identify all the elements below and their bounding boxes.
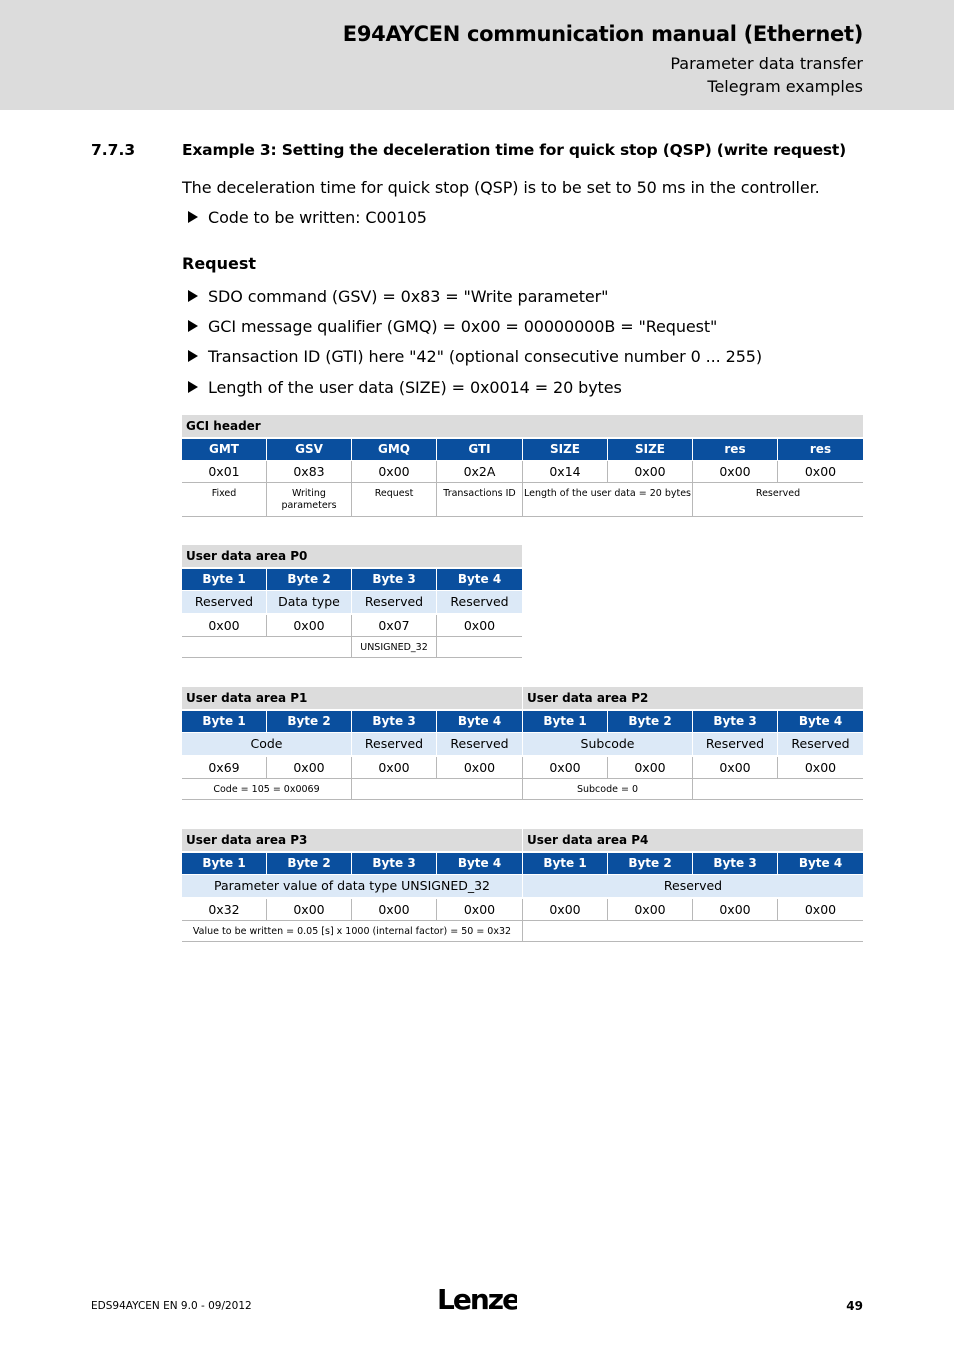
- intro-paragraph: The deceleration time for quick stop (QSP) is to be set to 50 ms in the controller.: [182, 178, 820, 197]
- table-value-cell: 0x2A: [437, 461, 522, 483]
- table-title: User data area P2: [523, 687, 863, 709]
- table-divider: [607, 899, 608, 921]
- bullet-arrow-icon: [188, 290, 198, 302]
- table-header-cell: Byte 3: [352, 569, 436, 590]
- table-value-cell: 0x00: [608, 461, 692, 483]
- table-header-cell: Byte 1: [182, 569, 266, 590]
- table-divider: [351, 757, 352, 800]
- table-header-cell: Byte 1: [523, 853, 607, 874]
- table-value-cell: 0x00: [778, 757, 863, 779]
- request-bullet: [188, 378, 622, 397]
- table-divider: [777, 899, 778, 921]
- table-label-cell: Reserved: [352, 591, 436, 613]
- table-note-cell: [182, 638, 351, 658]
- table-label-cell: Reserved: [437, 591, 522, 613]
- table-value-cell: 0x00: [267, 757, 351, 779]
- lenze-logo-icon: [437, 1283, 517, 1315]
- table-divider: [266, 757, 267, 779]
- table-value-cell: 0x00: [437, 757, 522, 779]
- table-value-cell: 0x00: [693, 757, 777, 779]
- page-number: 49: [846, 1299, 863, 1313]
- table-label-cell: Parameter value of data type UNSIGNED_32: [182, 875, 522, 897]
- table-label-cell: Reserved: [523, 875, 863, 897]
- manual-title: E94AYCEN communication manual (Ethernet): [342, 22, 863, 46]
- table-divider: [351, 899, 352, 921]
- table-header-cell: Byte 4: [437, 853, 522, 874]
- request-heading: Request: [182, 254, 257, 273]
- table-header-cell: Byte 4: [437, 569, 522, 590]
- table-header-cell: res: [778, 439, 863, 460]
- bullet-arrow-icon: [188, 381, 198, 393]
- table-divider: [436, 757, 437, 779]
- section-title: Example 3: Setting the deceleration time for quick stop (QSP) (write request): [182, 141, 847, 159]
- table-divider: [777, 757, 778, 779]
- table-divider: [266, 899, 267, 921]
- table-title: User data area P1: [182, 687, 522, 709]
- header-subtitle-section: Telegram examples: [707, 77, 863, 96]
- table-header-cell: GTI: [437, 439, 522, 460]
- footer-doc-id: EDS94AYCEN EN 9.0 - 09/2012: [91, 1300, 252, 1312]
- table-divider: [266, 461, 267, 517]
- table-header-cell: GSV: [267, 439, 351, 460]
- table-value-cell: 0x00: [352, 899, 436, 921]
- table-value-cell: 0x00: [778, 899, 863, 921]
- table-note-cell: [523, 922, 863, 942]
- table-value-cell: 0x00: [267, 615, 351, 637]
- bullet-arrow-icon: [188, 211, 198, 223]
- table-value-cell: 0x00: [352, 461, 436, 483]
- bullet-arrow-icon: [188, 350, 198, 362]
- table-label-cell: Reserved: [778, 733, 863, 755]
- table-note-cell: [437, 638, 522, 658]
- table-divider: [692, 757, 693, 800]
- table-header-cell: Byte 4: [778, 853, 863, 874]
- table-note-cell: UNSIGNED_32: [352, 638, 436, 658]
- table-note-cell: Subcode = 0: [523, 780, 692, 800]
- table-value-cell: 0x00: [693, 461, 777, 483]
- header-subtitle-chapter: Parameter data transfer: [670, 54, 863, 73]
- table-header-cell: GMQ: [352, 439, 436, 460]
- table-header-cell: Byte 1: [182, 853, 266, 874]
- table-label-cell: Subcode: [523, 733, 692, 755]
- table-divider: [692, 899, 693, 921]
- table-value-cell: 0x00: [608, 899, 692, 921]
- table-label-cell: Reserved: [182, 591, 266, 613]
- table-title: User data area P0: [182, 545, 522, 567]
- table-header-cell: SIZE: [608, 439, 692, 460]
- table-title: GCI header: [182, 415, 863, 437]
- table-label-cell: Reserved: [352, 733, 436, 755]
- table-divider: [351, 461, 352, 517]
- table-header-cell: Byte 1: [523, 711, 607, 732]
- table-divider: [266, 615, 267, 637]
- table-header-cell: Byte 2: [267, 569, 351, 590]
- table-note-cell: Transactions ID: [437, 484, 522, 517]
- table-note-cell: [693, 780, 863, 800]
- table-header-cell: Byte 3: [352, 853, 436, 874]
- table-value-cell: 0x83: [267, 461, 351, 483]
- table-note-cell: Reserved: [693, 484, 863, 517]
- table-divider: [436, 899, 437, 921]
- table-divider: [522, 899, 523, 942]
- table-value-cell: 0x69: [182, 757, 266, 779]
- table-divider: [436, 615, 437, 658]
- table-divider: [436, 461, 437, 517]
- table-note-cell: Code = 105 = 0x0069: [182, 780, 351, 800]
- table-title: User data area P4: [523, 829, 863, 851]
- table-value-cell: 0x00: [523, 899, 607, 921]
- table-value-cell: 0x14: [523, 461, 607, 483]
- table-value-cell: 0x01: [182, 461, 266, 483]
- table-divider: [607, 757, 608, 779]
- table-note-cell: Writing parameters: [267, 484, 351, 517]
- table-label-cell: Code: [182, 733, 351, 755]
- table-note-cell: Length of the user data = 20 bytes: [523, 484, 692, 517]
- table-value-cell: 0x00: [437, 615, 522, 637]
- code-bullet-text: Code to be written: C00105: [208, 208, 427, 227]
- table-divider: [351, 615, 352, 658]
- table-value-cell: 0x00: [352, 757, 436, 779]
- page-header: [0, 0, 954, 110]
- lenze-logo-text: Lenze: [437, 1283, 517, 1315]
- table-note-cell: Value to be written = 0.05 [s] x 1000 (internal factor) = 50 = 0x32: [182, 922, 522, 942]
- table-value-cell: 0x00: [693, 899, 777, 921]
- code-bullet: [188, 208, 427, 227]
- table-value-cell: 0x32: [182, 899, 266, 921]
- table-header-cell: Byte 2: [267, 853, 351, 874]
- table-value-cell: 0x00: [523, 757, 607, 779]
- request-bullet-text: Length of the user data (SIZE) = 0x0014 = 20 bytes: [208, 378, 622, 397]
- request-bullet: [188, 317, 717, 336]
- bullet-arrow-icon: [188, 320, 198, 332]
- table-value-cell: 0x00: [182, 615, 266, 637]
- table-header-cell: Byte 1: [182, 711, 266, 732]
- table-value-cell: 0x00: [778, 461, 863, 483]
- request-bullet-text: SDO command (GSV) = 0x83 = "Write parameter": [208, 287, 609, 306]
- request-bullet-text: GCI message qualifier (GMQ) = 0x00 = 00000000B = "Request": [208, 317, 718, 336]
- table-value-cell: 0x07: [352, 615, 436, 637]
- table-header-cell: Byte 3: [693, 853, 777, 874]
- table-header-cell: Byte 2: [267, 711, 351, 732]
- table-value-cell: 0x00: [608, 757, 692, 779]
- table-header-cell: Byte 2: [608, 711, 692, 732]
- table-note-cell: [352, 780, 522, 800]
- table-label-cell: Reserved: [693, 733, 777, 755]
- table-header-cell: Byte 3: [352, 711, 436, 732]
- request-bullet: [188, 347, 762, 366]
- table-note-cell: Fixed: [182, 484, 266, 517]
- table-divider: [607, 461, 608, 483]
- table-value-cell: 0x00: [267, 899, 351, 921]
- table-divider: [692, 461, 693, 517]
- table-note-cell: Request: [352, 484, 436, 517]
- table-header-cell: Byte 3: [693, 711, 777, 732]
- table-value-cell: 0x00: [437, 899, 522, 921]
- request-bullet-text: Transaction ID (GTI) here "42" (optional consecutive number 0 ... 255): [208, 347, 762, 366]
- table-divider: [777, 461, 778, 483]
- request-bullet: [188, 287, 608, 306]
- table-header-cell: Byte 2: [608, 853, 692, 874]
- table-divider: [522, 461, 523, 517]
- table-header-cell: GMT: [182, 439, 266, 460]
- table-header-cell: res: [693, 439, 777, 460]
- table-label-cell: Reserved: [437, 733, 522, 755]
- table-header-cell: Byte 4: [778, 711, 863, 732]
- table-header-cell: Byte 4: [437, 711, 522, 732]
- table-header-cell: SIZE: [523, 439, 607, 460]
- table-divider: [522, 757, 523, 800]
- lenze-logo: [437, 1283, 517, 1319]
- section-number: 7.7.3: [91, 141, 136, 159]
- table-label-cell: Data type: [267, 591, 351, 613]
- table-title: User data area P3: [182, 829, 522, 851]
